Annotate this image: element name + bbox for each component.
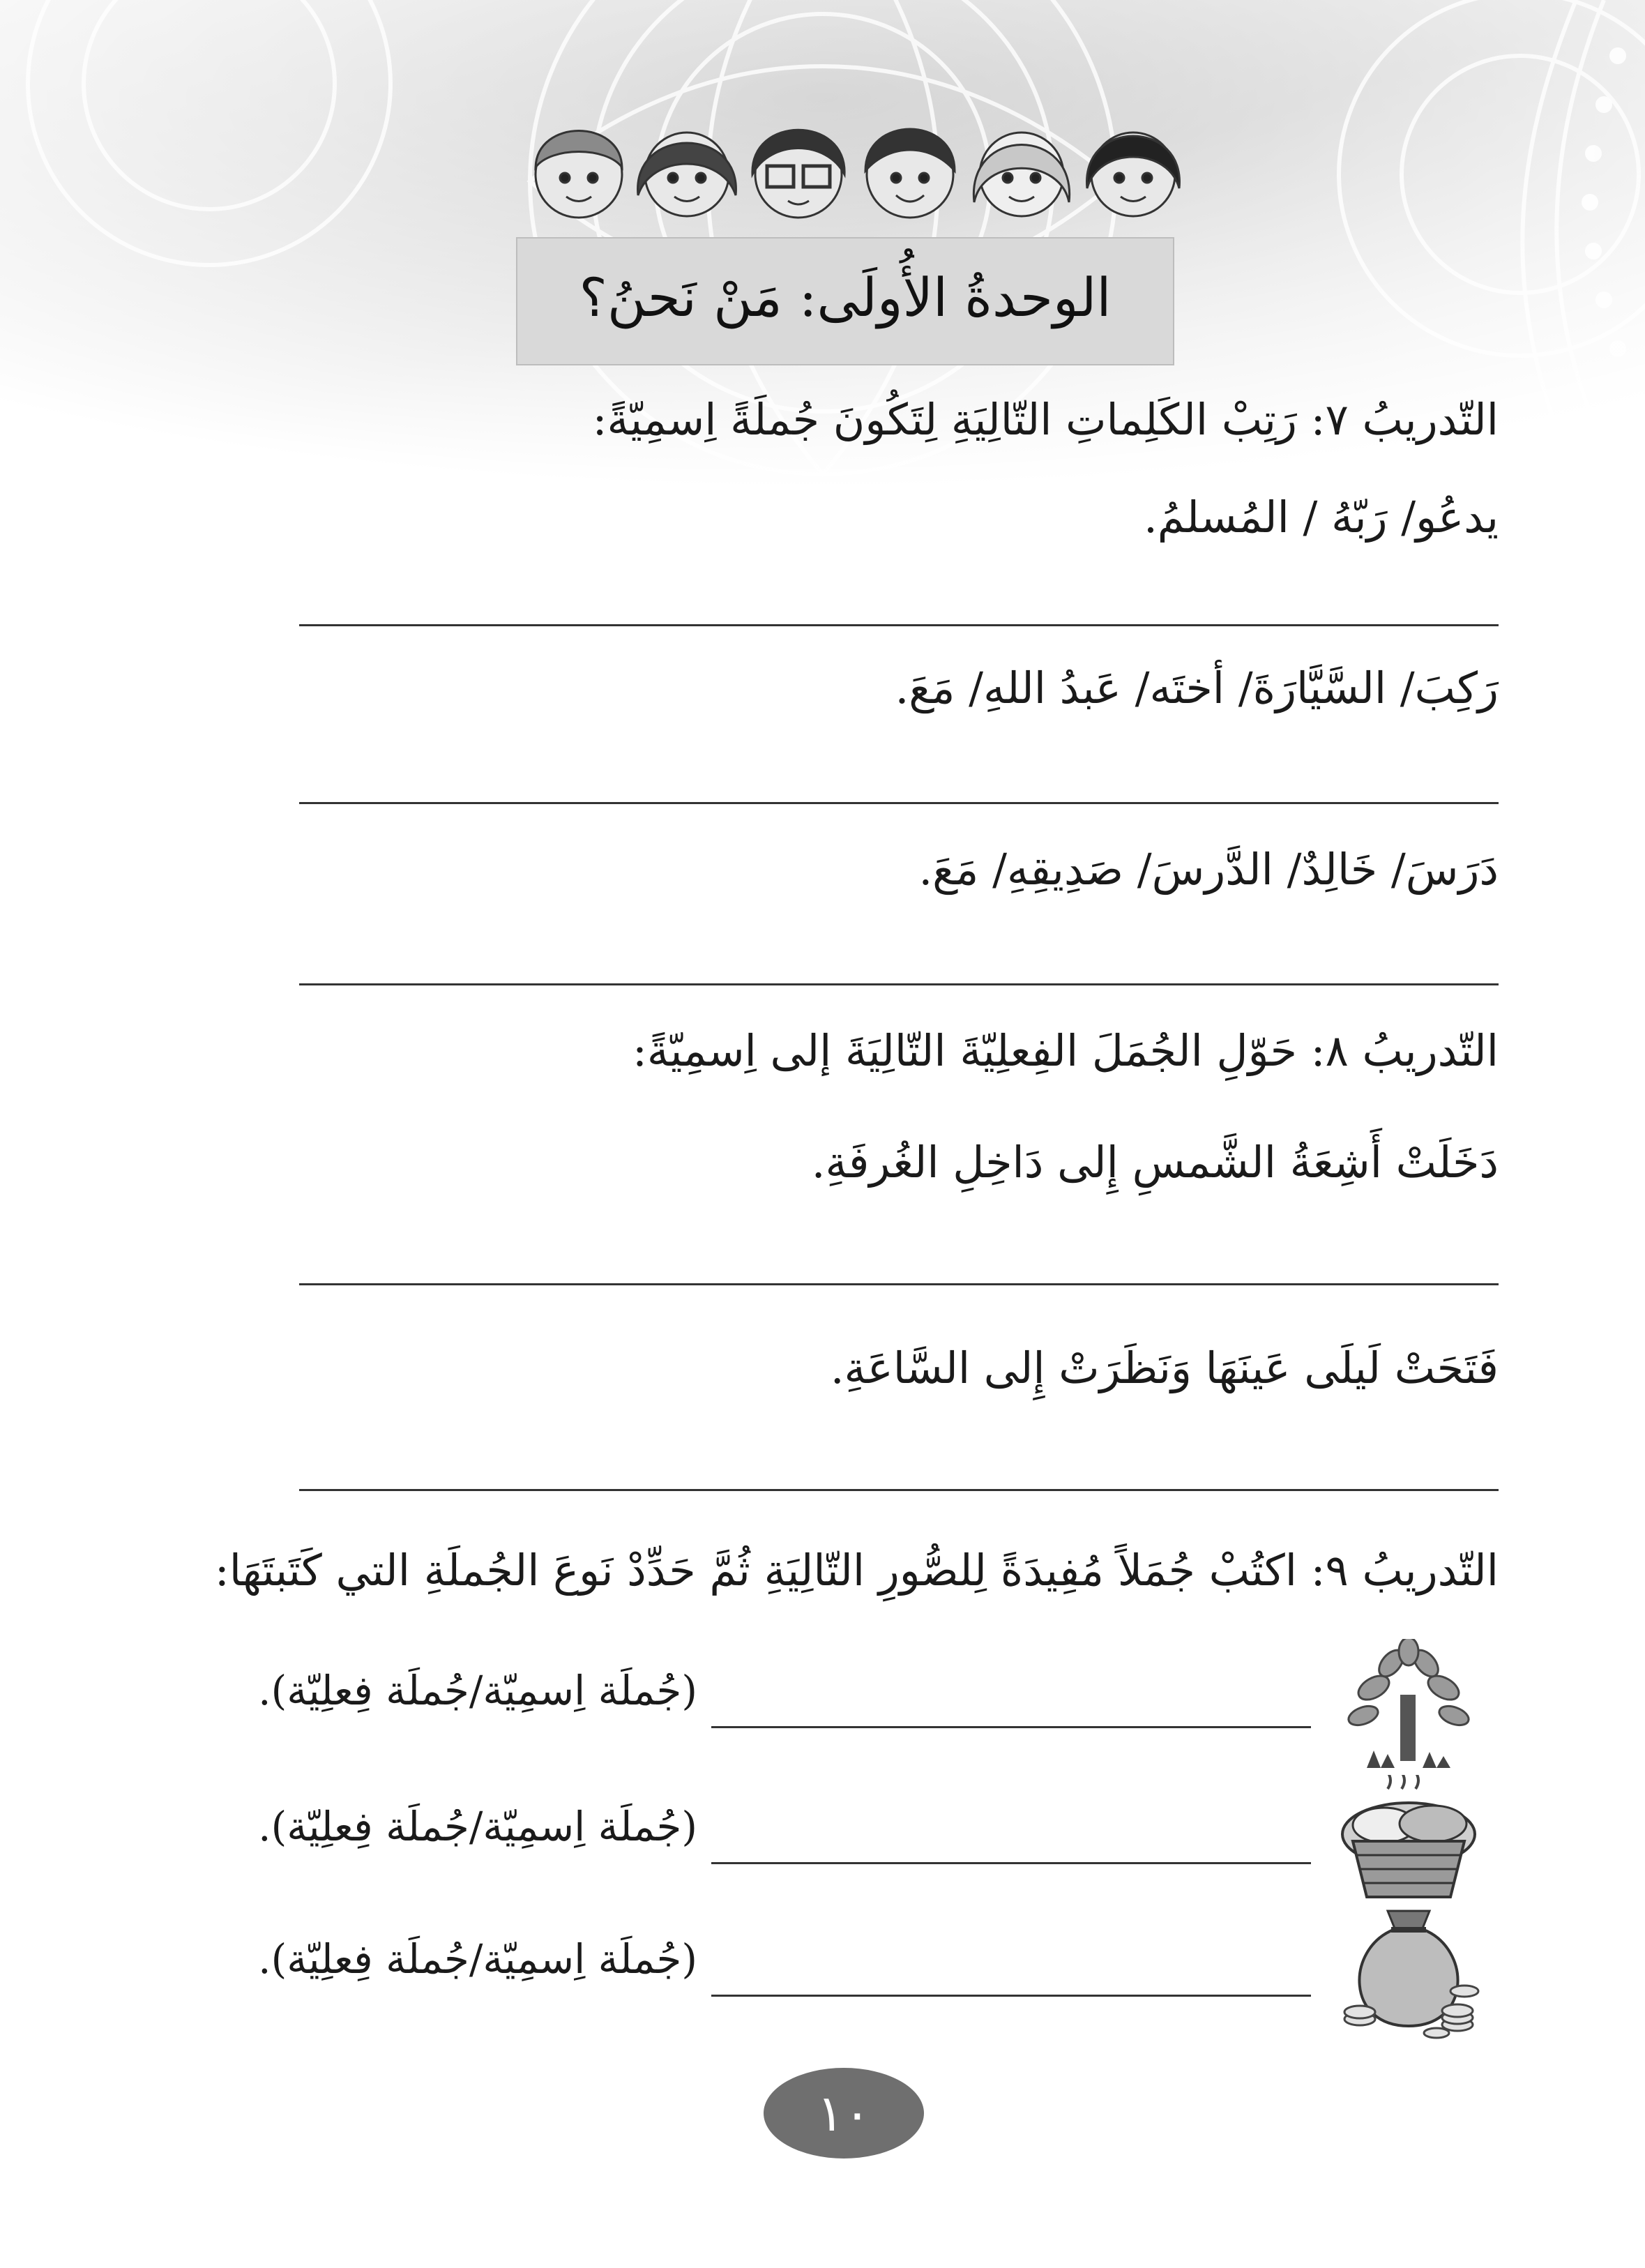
exercise-7-item-2: رَكِبَ/ السَّيَّارَةَ/ أختَه/ عَبدُ اللهِ/ مَعَ. xyxy=(895,663,1499,713)
exercise-8-item-1: دَخَلَتْ أَشِعَةُ الشَّمسِ إِلى دَاخِلِ الغُرفَةِ. xyxy=(811,1137,1499,1188)
answer-line[interactable] xyxy=(711,1726,1311,1728)
exercise-9-row xyxy=(209,1928,1499,2019)
exercise-9-row xyxy=(209,1660,1499,1751)
answer-line[interactable] xyxy=(299,1283,1499,1285)
answer-line[interactable] xyxy=(711,1995,1311,1997)
page-number: ١٠ xyxy=(764,2068,924,2159)
unit-title: الوحدةُ الأُولَى: مَنْ نَحنُ؟ xyxy=(579,266,1112,328)
exercise-7-heading: التّدريبُ ٧: رَتِبْ الكَلِماتِ التّالِيَةِ لِتَكُونَ جُملَةً اِسمِيّةً: xyxy=(592,394,1499,445)
answer-line[interactable] xyxy=(299,1489,1499,1491)
exercise-8-heading: التّدريبُ ٨: حَوّلِ الجُمَلَ الفِعلِيّةَ التّالِيَةَ إلى اِسمِيّةً: xyxy=(632,1025,1499,1076)
exercise-8-item-2: فَتَحَتْ لَيلَى عَينَهَا وَنَظَرَتْ إِلى السَّاعَةِ. xyxy=(830,1343,1499,1393)
exercise-7-item-3: دَرَسَ/ خَالِدٌ/ الدَّرسَ/ صَدِيقِهِ/ مَعَ. xyxy=(918,844,1499,895)
sentence-type-choice: (جُملَة اِسمِيّة/جُملَة فِعلِيّة). xyxy=(258,1803,697,1850)
bread-basket-icon xyxy=(1332,1775,1485,1907)
answer-line[interactable] xyxy=(711,1862,1311,1864)
exercise-9-heading: التّدريبُ ٩: اكتُبْ جُمَلاً مُفِيدَةً لِلصُّورِ التّالِيَةِ ثُمَّ حَدِّدْ نَوعَ الجُملَةِ التي كَتَبتَهَا: xyxy=(214,1545,1499,1596)
exercise-9-row xyxy=(209,1796,1499,1887)
answer-line[interactable] xyxy=(299,624,1499,626)
sentence-type-choice: (جُملَة اِسمِيّة/جُملَة فِعلِيّة). xyxy=(258,1667,697,1714)
sentence-type-choice: (جُملَة اِسمِيّة/جُملَة فِعلِيّة). xyxy=(258,1935,697,1983)
tree-icon xyxy=(1332,1639,1485,1771)
exercise-7-item-1: يدعُو/ رَبّهُ / المُسلمُ. xyxy=(1144,492,1499,543)
money-bag-icon xyxy=(1332,1907,1485,2040)
unit-title-box xyxy=(516,237,1174,365)
answer-line[interactable] xyxy=(299,983,1499,985)
children-illustration xyxy=(530,112,1241,251)
answer-line[interactable] xyxy=(299,802,1499,804)
